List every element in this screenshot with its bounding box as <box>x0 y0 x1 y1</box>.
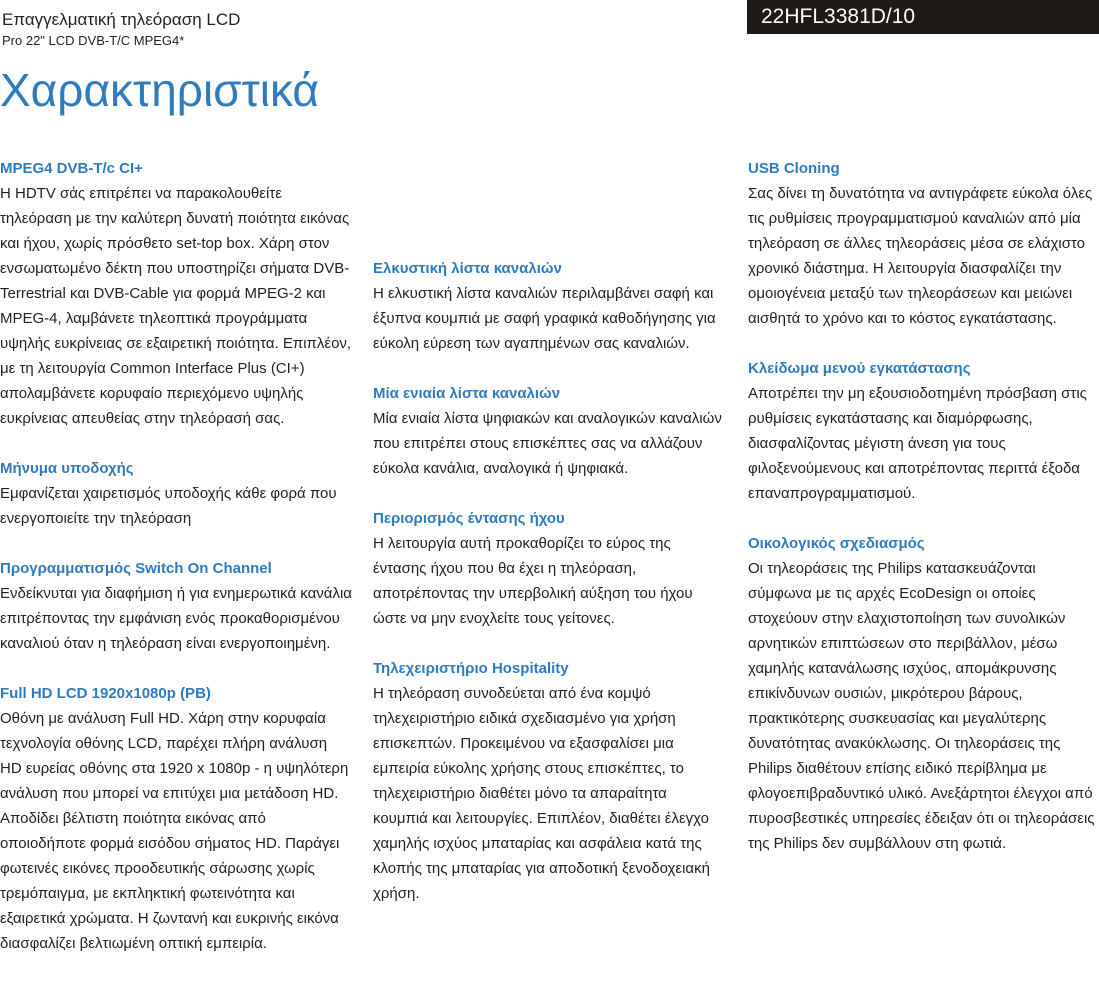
feature-title: Ελκυστική λίστα καναλιών <box>373 260 562 277</box>
feature-text: Η ελκυστική λίστα καναλιών περιλαμβάνει σαφή και έξυπνα κουμπιά με σαφή γραφικά καθοδήγησης για εύκολη εύρεση των αγαπημένων σας καναλιών. <box>373 285 716 352</box>
feature-text: Μία ενιαία λίστα ψηφιακών και αναλογικών καναλιών που επιτρέπει στους επισκέπτες σας να αλλάζουν εύκολα κανάλια, αναλογικά ή ψηφιακά. <box>373 410 722 477</box>
feature-text: Η τηλεόραση συνοδεύεται από ένα κομψό τηλεχειριστήριο ειδικά σχεδιασμένο για χρήση επισκεπτών. Προκειμένου να εξασφαλίσει μια εμπειρία εύκολης χρήσης στους επισκέπτες, το τηλεχειριστήριο διαθέτει μόνο τα απαραίτητα κουμπιά και λειτουργίες. Επιπλέον, διαθέτει έλεγχο χαμηλής ισχύος μπαταρίας και ασφάλεια κατά της κλοπής της μπαταρίας για αποδοτική ξενοδοχειακή χρήση. <box>373 685 710 902</box>
feature-eco-design <box>748 531 1099 856</box>
feature-attractive-channel-list <box>373 256 725 356</box>
features-column-2 <box>373 125 725 931</box>
feature-title: Μία ενιαία λίστα καναλιών <box>373 385 561 402</box>
page-heading: Χαρακτηριστικά <box>0 64 319 116</box>
feature-text: Αποτρέπει την μη εξουσιοδοτημένη πρόσβαση στις ρυθμίσεις εγκατάστασης και διαμόρφωσης, διασφαλίζοντας μέγιστη άνεση για τους φιλοξενούμενους και αποτρέποντας περιττά έξοδα επαναπρογραμματισμού. <box>748 385 1087 502</box>
feature-hospitality-remote <box>373 656 725 906</box>
feature-single-channel-list <box>373 381 725 481</box>
feature-installation-menu-lock <box>748 356 1099 506</box>
feature-title: Μήνυμα υποδοχής <box>0 460 134 477</box>
feature-full-hd-lcd <box>0 681 352 956</box>
feature-title: Κλείδωμα μενού εγκατάστασης <box>748 360 971 377</box>
feature-volume-limit <box>373 506 725 631</box>
feature-text: Εμφανίζεται χαιρετισμός υποδοχής κάθε φορά που ενεργοποιείτε την τηλεόραση <box>0 485 337 527</box>
product-title: Επαγγελματική τηλεόραση LCD <box>2 10 241 29</box>
feature-text: Οι τηλεοράσεις της Philips κατασκευάζονται σύμφωνα με τις αρχές EcoDesign οι οποίες στοχεύουν στην ελαχιστοποίηση των συνολικών αρνητικών επιπτώσεων στο περιβάλλον, μέσω χαμηλής κατανάλωσης ισχύος, απομάκρυνσης επικίνδυνων ουσιών, μικρότερου βάρους, πρακτικότερης συσκευασίας και μεγαλύτερης δυνατότητας ανακύκλωσης. Οι τηλεοράσεις της Philips διαθέτουν επίσης ειδικό περίβλημα με φλογοεπιβραδυντικό υλικό. Ανεξάρτητοι έλεγχοι από πυροσβεστικές υπηρεσίες έδειξαν ότι οι τηλεοράσεις της Philips δεν συμβάλλουν στη φωτιά. <box>748 560 1095 852</box>
page-header <box>0 0 1099 60</box>
product-subtitle: Pro 22" LCD DVB-T/C MPEG4* <box>2 33 185 48</box>
feature-title: Οικολογικός σχεδιασμός <box>748 535 925 552</box>
feature-title: Περιορισμός έντασης ήχου <box>373 510 565 527</box>
feature-text: Ενδείκνυται για διαφήμιση ή για ενημερωτικά κανάλια επιτρέποντας την εμφάνιση ενός προκαθορισμένου καναλιού όταν η τηλεόραση είναι ενεργοποιημένη. <box>0 585 352 652</box>
model-number-badge: 22HFL3381D/10 <box>747 0 1099 34</box>
feature-welcome-message <box>0 456 352 531</box>
feature-switch-on-channel <box>0 556 352 656</box>
features-column-1 <box>0 156 352 981</box>
feature-text: Οθόνη με ανάλυση Full HD. Χάρη στην κορυφαία τεχνολογία οθόνης LCD, παρέχει πλήρη ανάλυση HD ευρείας οθόνης στα 1920 x 1080p - η υψηλότερη ανάλυση που μπορεί να επιτύχει μια μετάδοση HD. Αποδίδει βέλτιστη ποιότητα εικόνας από οποιοδήποτε φορμά εισόδου σήματος HD. Παράγει φωτεινές εικόνες προοδευτικής σάρωσης χωρίς τρεμόπαιγμα, με εκπληκτική φωτεινότητα και εξαιρετικά χρώματα. Η ζωντανή και ευκρινής εικόνα διασφαλίζει βελτιωμένη οπτική εμπειρία. <box>0 710 349 952</box>
feature-title: Full HD LCD 1920x1080p (PB) <box>0 685 211 702</box>
feature-mpeg4-dvb <box>0 156 352 431</box>
feature-text: Η HDTV σάς επιτρέπει να παρακολουθείτε τηλεόραση με την καλύτερη δυνατή ποιότητα εικόνας και ήχου, χωρίς πρόσθετο set-top box. Χάρη στον ενσωματωμένο δέκτη που υποστηρίζει σήματα DVB-Terrestrial και DVB-Cable για φορμά MPEG-2 και MPEG-4, λαμβάνετε τηλεοπτικά προγράμματα υψηλής ευκρίνειας σε εξαιρετική ποιότητα. Επιπλέον, με τη λειτουργία Common Interface Plus (CI+) απολαμβάνετε κορυφαίο περιεχόμενο υψηλής ευκρίνειας απευθείας στην τηλεόρασή σας. <box>0 185 352 427</box>
feature-text: Σας δίνει τη δυνατότητα να αντιγράφετε εύκολα όλες τις ρυθμίσεις προγραμματισμού καναλιών από μία τηλεόραση σε άλλες τηλεοράσεις μέσα σε ελάχιστο χρονικό διάστημα. Η λειτουργία διασφαλίζει την ομοιογένεια μεταξύ των τηλεοράσεων και μειώνει αισθητά το χρόνο και το κόστος εγκατάστασης. <box>748 185 1093 327</box>
feature-text: Η λειτουργία αυτή προκαθορίζει το εύρος της έντασης ήχου που θα έχει η τηλεόραση, αποτρέποντας την υπερβολική αύξηση του ήχου ώστε να μην ενοχλείτε τους γείτονες. <box>373 535 693 627</box>
feature-usb-cloning <box>748 156 1099 331</box>
features-columns <box>0 156 1099 1004</box>
feature-title: MPEG4 DVB-T/c CI+ <box>0 160 143 177</box>
feature-title: Προγραμματισμός Switch On Channel <box>0 560 272 577</box>
features-column-3 <box>748 156 1099 881</box>
feature-title: Τηλεχειριστήριο Hospitality <box>373 660 569 677</box>
feature-title: USB Cloning <box>748 160 840 177</box>
